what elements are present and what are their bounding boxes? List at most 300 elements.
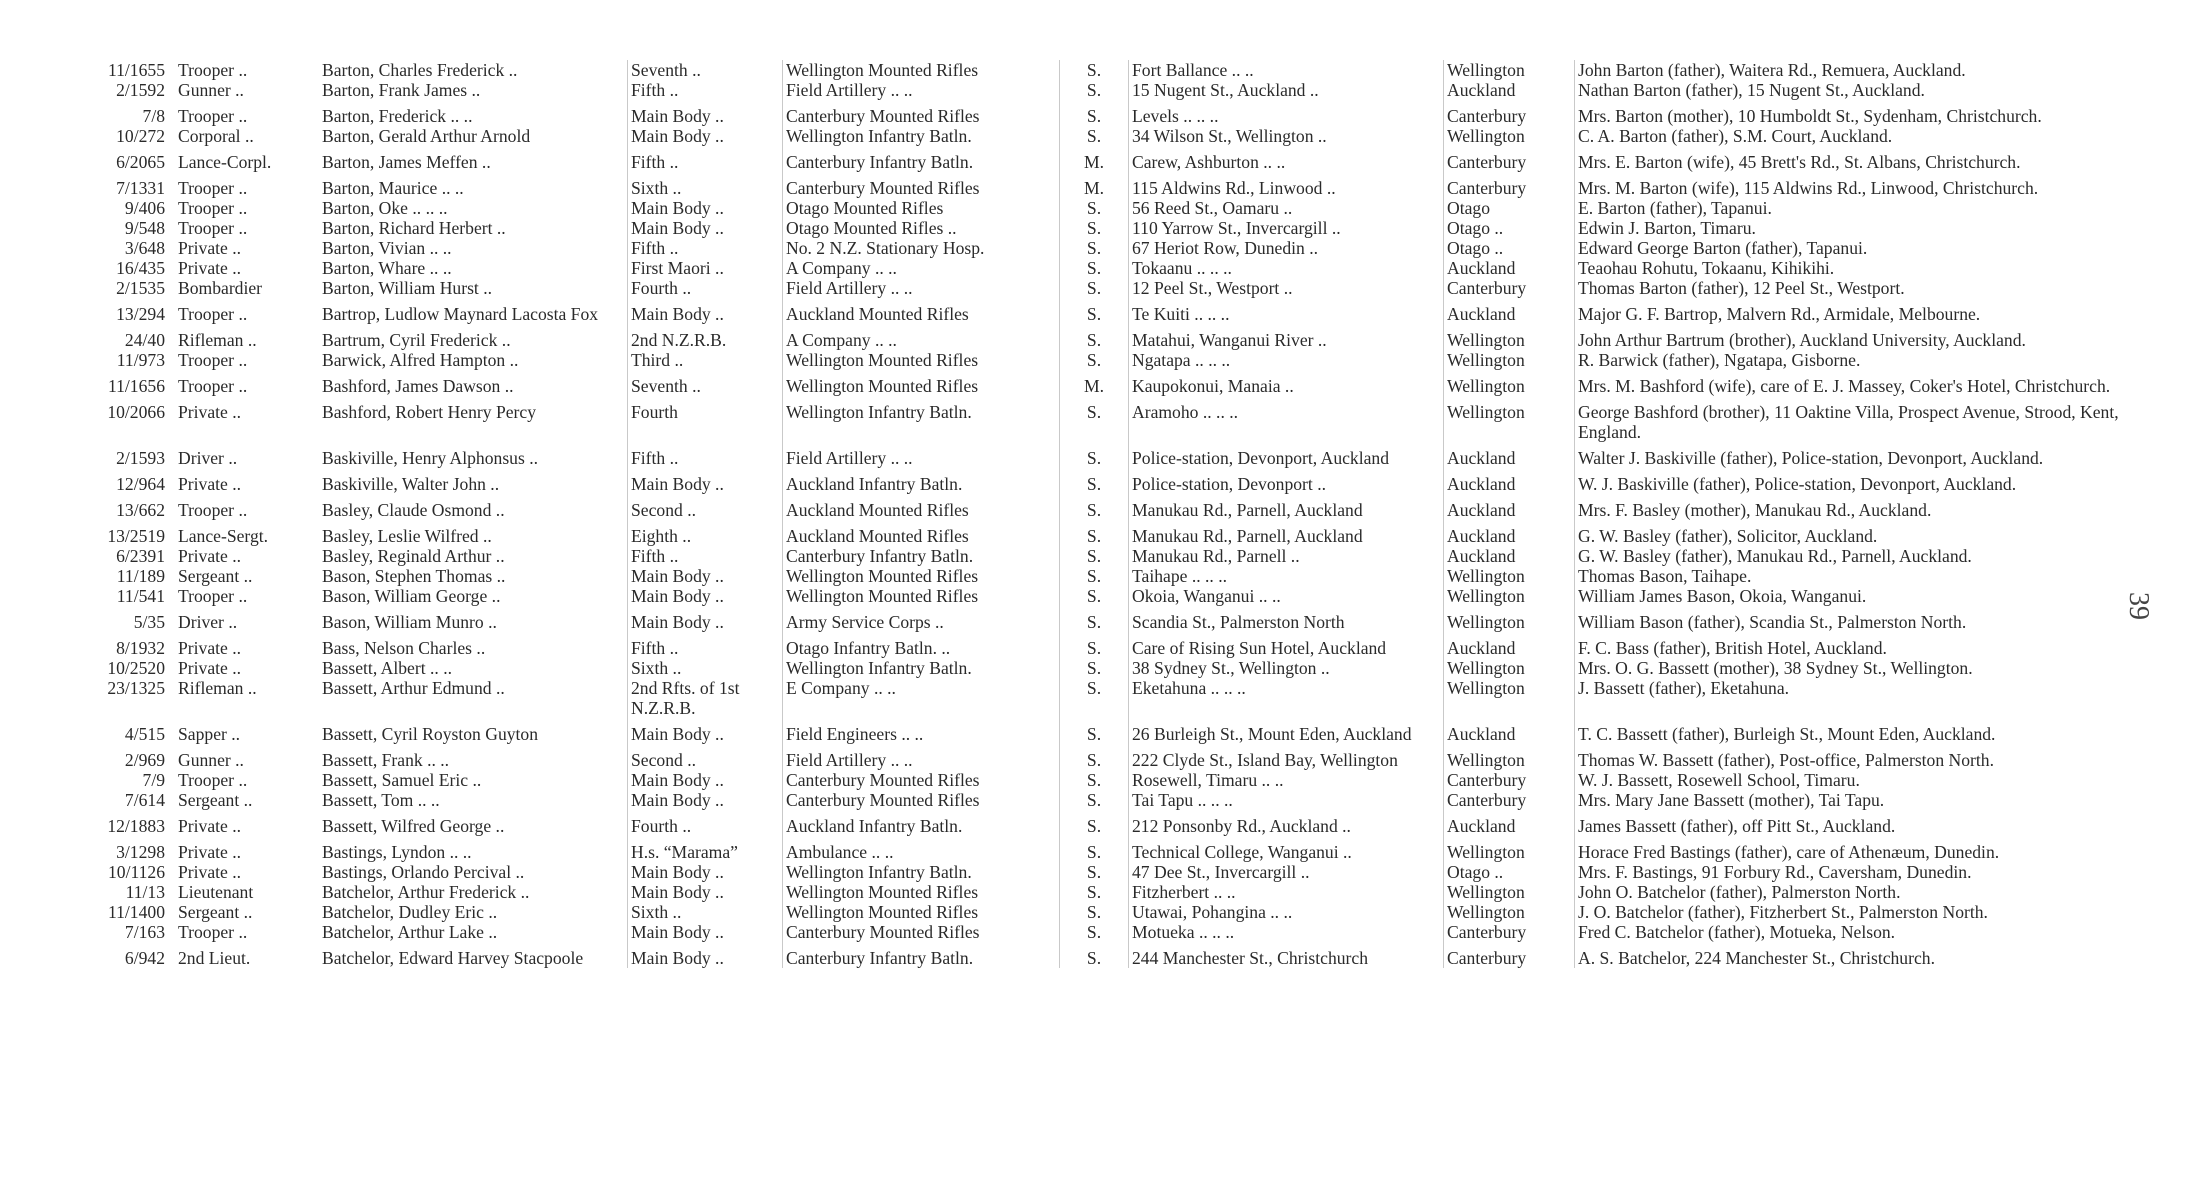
corps-unit: Canterbury Infantry Batln. <box>783 146 1060 172</box>
service-number: 6/2391 <box>116 546 165 566</box>
corps-unit: Canterbury Mounted Rifles <box>783 100 1060 126</box>
roll-row <box>60 862 2133 882</box>
draft: Main Body .. <box>628 862 783 882</box>
soldier-name: Bassett, Frank .. .. <box>322 750 450 770</box>
marital-status: S. <box>1060 718 1129 744</box>
draft: Fifth .. <box>628 632 783 658</box>
service-number: 6/2065 <box>116 152 165 172</box>
draft: Main Body .. <box>628 718 783 744</box>
corps-unit: Wellington Mounted Rifles <box>783 350 1060 370</box>
district: Otago .. <box>1444 238 1575 258</box>
corps-unit: Wellington Mounted Rifles <box>783 370 1060 396</box>
corps-unit: Field Artillery .. .. <box>783 442 1060 468</box>
district: Canterbury <box>1444 100 1575 126</box>
roll-row <box>60 902 2133 922</box>
soldier-name: Barton, Frederick .. .. <box>322 106 473 126</box>
draft: Fifth .. <box>628 80 783 100</box>
marital-status: S. <box>1060 278 1129 298</box>
marital-status: S. <box>1060 606 1129 632</box>
draft: Main Body .. <box>628 298 783 324</box>
next-of-kin: E. Barton (father), Tapanui. <box>1575 198 2134 218</box>
roll-row <box>60 566 2133 586</box>
roll-row <box>60 520 2133 546</box>
nominal-roll-table <box>60 60 2133 968</box>
rank: Trooper .. <box>178 178 248 198</box>
corps-unit: Army Service Corps .. <box>783 606 1060 632</box>
roll-row <box>60 744 2133 770</box>
district: Canterbury <box>1444 278 1575 298</box>
district: Canterbury <box>1444 770 1575 790</box>
rank: Sergeant .. <box>178 566 253 586</box>
next-of-kin: Teaohau Rohutu, Tokaanu, Kihikihi. <box>1575 258 2134 278</box>
last-address: Aramoho .. .. .. <box>1129 396 1444 442</box>
district: Wellington <box>1444 396 1575 442</box>
rank: Private .. <box>178 546 242 566</box>
rank: Lance-Corpl. <box>178 152 272 172</box>
service-number: 2/969 <box>124 750 165 770</box>
rank: Private .. <box>178 658 242 678</box>
roll-row <box>60 278 2133 298</box>
service-number: 3/648 <box>124 238 165 258</box>
next-of-kin: John Barton (father), Waitera Rd., Remuera, Auckland. <box>1575 60 2134 80</box>
roll-row <box>60 836 2133 862</box>
district: Auckland <box>1444 632 1575 658</box>
rank: Private .. <box>178 258 242 278</box>
soldier-name: Barton, Frank James .. <box>322 80 481 100</box>
roll-row <box>60 942 2133 968</box>
roll-row <box>60 146 2133 172</box>
marital-status: S. <box>1060 882 1129 902</box>
soldier-name: Baskiville, Walter John .. <box>322 474 500 494</box>
marital-status: S. <box>1060 258 1129 278</box>
service-number: 6/942 <box>124 948 165 968</box>
rank: Trooper .. <box>178 376 248 396</box>
rank: Trooper .. <box>178 922 248 942</box>
last-address: Rosewell, Timaru .. .. <box>1129 770 1444 790</box>
next-of-kin: W. J. Baskiville (father), Police-station, Devonport, Auckland. <box>1575 468 2134 494</box>
draft: Fifth .. <box>628 546 783 566</box>
next-of-kin: W. J. Bassett, Rosewell School, Timaru. <box>1575 770 2134 790</box>
district: Wellington <box>1444 744 1575 770</box>
soldier-name: Bartrum, Cyril Frederick .. <box>322 330 511 350</box>
service-number: 2/1593 <box>116 448 165 468</box>
next-of-kin: James Bassett (father), off Pitt St., Auckland. <box>1575 810 2134 836</box>
corps-unit: Auckland Infantry Batln. <box>783 810 1060 836</box>
corps-unit: Wellington Infantry Batln. <box>783 126 1060 146</box>
marital-status: S. <box>1060 632 1129 658</box>
soldier-name: Bason, Stephen Thomas .. <box>322 566 506 586</box>
soldier-name: Bashford, Robert Henry Percy <box>322 402 537 422</box>
draft: 2nd Rfts. of 1st N.Z.R.B. <box>628 678 783 718</box>
corps-unit: Wellington Infantry Batln. <box>783 396 1060 442</box>
last-address: Matahui, Wanganui River .. <box>1129 324 1444 350</box>
rank: Trooper .. <box>178 350 248 370</box>
roll-row <box>60 546 2133 566</box>
draft: Main Body .. <box>628 468 783 494</box>
service-number: 24/40 <box>124 330 165 350</box>
soldier-name: Bassett, Samuel Eric .. <box>322 770 482 790</box>
last-address: Scandia St., Palmerston North <box>1129 606 1444 632</box>
roll-row <box>60 218 2133 238</box>
corps-unit: E Company .. .. <box>783 678 1060 718</box>
marital-status: S. <box>1060 770 1129 790</box>
service-number: 2/1535 <box>116 278 165 298</box>
soldier-name: Batchelor, Arthur Frederick .. <box>322 882 530 902</box>
service-number: 10/2520 <box>107 658 165 678</box>
draft: Main Body .. <box>628 126 783 146</box>
draft: 2nd N.Z.R.B. <box>628 324 783 350</box>
draft: Sixth .. <box>628 658 783 678</box>
last-address: Taihape .. .. .. <box>1129 566 1444 586</box>
last-address: 56 Reed St., Oamaru .. <box>1129 198 1444 218</box>
soldier-name: Barwick, Alfred Hampton .. <box>322 350 519 370</box>
service-number: 8/1932 <box>116 638 165 658</box>
next-of-kin: Mrs. E. Barton (wife), 45 Brett's Rd., St. Albans, Christchurch. <box>1575 146 2134 172</box>
district: Otago <box>1444 198 1575 218</box>
next-of-kin: G. W. Basley (father), Solicitor, Auckland. <box>1575 520 2134 546</box>
soldier-name: Barton, Whare .. .. <box>322 258 452 278</box>
corps-unit: A Company .. .. <box>783 324 1060 350</box>
rank: Gunner .. <box>178 80 244 100</box>
service-number: 11/1655 <box>107 60 165 80</box>
last-address: Police-station, Devonport .. <box>1129 468 1444 494</box>
draft: Seventh .. <box>628 370 783 396</box>
next-of-kin: Mrs. M. Barton (wife), 115 Aldwins Rd., Linwood, Christchurch. <box>1575 172 2134 198</box>
soldier-name: Bastings, Lyndon .. .. <box>322 842 472 862</box>
roll-row <box>60 882 2133 902</box>
draft: Main Body .. <box>628 882 783 902</box>
district: Wellington <box>1444 566 1575 586</box>
next-of-kin: John O. Batchelor (father), Palmerston North. <box>1575 882 2134 902</box>
service-number: 11/541 <box>116 586 165 606</box>
district: Wellington <box>1444 836 1575 862</box>
marital-status: S. <box>1060 658 1129 678</box>
marital-status: S. <box>1060 836 1129 862</box>
roll-row <box>60 172 2133 198</box>
next-of-kin: Edward George Barton (father), Tapanui. <box>1575 238 2134 258</box>
corps-unit: Auckland Mounted Rifles <box>783 520 1060 546</box>
service-number: 9/406 <box>124 198 165 218</box>
rank: Private .. <box>178 402 242 422</box>
soldier-name: Basley, Claude Osmond .. <box>322 500 505 520</box>
service-number: 3/1298 <box>116 842 165 862</box>
district: Wellington <box>1444 882 1575 902</box>
draft: Main Body .. <box>628 606 783 632</box>
last-address: 222 Clyde St., Island Bay, Wellington <box>1129 744 1444 770</box>
marital-status: S. <box>1060 586 1129 606</box>
rank: Private .. <box>178 816 242 836</box>
next-of-kin: C. A. Barton (father), S.M. Court, Auckland. <box>1575 126 2134 146</box>
marital-status: S. <box>1060 100 1129 126</box>
marital-status: S. <box>1060 60 1129 80</box>
rank: Trooper .. <box>178 586 248 606</box>
roll-row <box>60 298 2133 324</box>
draft: Fourth .. <box>628 278 783 298</box>
rank: Trooper .. <box>178 218 248 238</box>
last-address: Levels .. .. .. <box>1129 100 1444 126</box>
soldier-name: Barton, Maurice .. .. <box>322 178 464 198</box>
rank: Driver .. <box>178 448 238 468</box>
roll-row <box>60 658 2133 678</box>
district: Auckland <box>1444 442 1575 468</box>
next-of-kin: Mrs. F. Bastings, 91 Forbury Rd., Caversham, Dunedin. <box>1575 862 2134 882</box>
roll-row <box>60 494 2133 520</box>
last-address: 244 Manchester St., Christchurch <box>1129 942 1444 968</box>
soldier-name: Basley, Reginald Arthur .. <box>322 546 505 566</box>
service-number: 11/189 <box>116 566 165 586</box>
next-of-kin: Mrs. M. Bashford (wife), care of E. J. Massey, Coker's Hotel, Christchurch. <box>1575 370 2134 396</box>
corps-unit: Field Engineers .. .. <box>783 718 1060 744</box>
marital-status: S. <box>1060 298 1129 324</box>
district: Auckland <box>1444 520 1575 546</box>
roll-row <box>60 790 2133 810</box>
next-of-kin: Horace Fred Bastings (father), care of Athenæum, Dunedin. <box>1575 836 2134 862</box>
corps-unit: Field Artillery .. .. <box>783 80 1060 100</box>
draft: H.s. “Marama” <box>628 836 783 862</box>
roll-row <box>60 238 2133 258</box>
marital-status: S. <box>1060 324 1129 350</box>
roll-row <box>60 80 2133 100</box>
soldier-name: Batchelor, Dudley Eric .. <box>322 902 498 922</box>
corps-unit: Wellington Mounted Rifles <box>783 586 1060 606</box>
next-of-kin: Nathan Barton (father), 15 Nugent St., Auckland. <box>1575 80 2134 100</box>
marital-status: S. <box>1060 126 1129 146</box>
draft: Sixth .. <box>628 902 783 922</box>
district: Wellington <box>1444 606 1575 632</box>
district: Otago .. <box>1444 862 1575 882</box>
rank: Trooper .. <box>178 304 248 324</box>
next-of-kin: William James Bason, Okoia, Wanganui. <box>1575 586 2134 606</box>
next-of-kin: T. C. Bassett (father), Burleigh St., Mount Eden, Auckland. <box>1575 718 2134 744</box>
service-number: 10/1126 <box>107 862 165 882</box>
draft: Main Body .. <box>628 566 783 586</box>
roll-row <box>60 468 2133 494</box>
rank: Trooper .. <box>178 198 248 218</box>
roll-row <box>60 442 2133 468</box>
service-number: 7/8 <box>142 106 165 126</box>
last-address: Manukau Rd., Parnell .. <box>1129 546 1444 566</box>
last-address: Utawai, Pohangina .. .. <box>1129 902 1444 922</box>
service-number: 4/515 <box>124 724 165 744</box>
draft: Second .. <box>628 494 783 520</box>
soldier-name: Bastings, Orlando Percival .. <box>322 862 525 882</box>
marital-status: S. <box>1060 790 1129 810</box>
service-number: 5/35 <box>133 612 165 632</box>
draft: Fourth .. <box>628 810 783 836</box>
service-number: 23/1325 <box>107 678 165 698</box>
next-of-kin: George Bashford (brother), 11 Oaktine Villa, Prospect Avenue, Strood, Kent, England. <box>1575 396 2134 442</box>
last-address: Eketahuna .. .. .. <box>1129 678 1444 718</box>
next-of-kin: Mrs. Barton (mother), 10 Humboldt St., Sydenham, Christchurch. <box>1575 100 2134 126</box>
draft: Fifth .. <box>628 442 783 468</box>
next-of-kin: Mrs. Mary Jane Bassett (mother), Tai Tapu. <box>1575 790 2134 810</box>
marital-status: S. <box>1060 902 1129 922</box>
last-address: Care of Rising Sun Hotel, Auckland <box>1129 632 1444 658</box>
corps-unit: Canterbury Mounted Rifles <box>783 922 1060 942</box>
corps-unit: Auckland Mounted Rifles <box>783 494 1060 520</box>
draft: Main Body .. <box>628 198 783 218</box>
draft: Fifth .. <box>628 146 783 172</box>
soldier-name: Bassett, Tom .. .. <box>322 790 440 810</box>
district: Auckland <box>1444 80 1575 100</box>
district: Auckland <box>1444 546 1575 566</box>
roll-row <box>60 370 2133 396</box>
roll-row <box>60 324 2133 350</box>
corps-unit: A Company .. .. <box>783 258 1060 278</box>
service-number: 12/964 <box>116 474 165 494</box>
corps-unit: Canterbury Mounted Rifles <box>783 770 1060 790</box>
marital-status: S. <box>1060 468 1129 494</box>
corps-unit: Wellington Infantry Batln. <box>783 862 1060 882</box>
district: Wellington <box>1444 126 1575 146</box>
draft: Main Body .. <box>628 100 783 126</box>
roll-row <box>60 396 2133 442</box>
service-number: 11/1400 <box>107 902 165 922</box>
rank: 2nd Lieut. <box>178 948 251 968</box>
marital-status: M. <box>1060 172 1129 198</box>
draft: Sixth .. <box>628 172 783 198</box>
roll-row <box>60 258 2133 278</box>
next-of-kin: Edwin J. Barton, Timaru. <box>1575 218 2134 238</box>
roll-row <box>60 126 2133 146</box>
service-number: 13/294 <box>116 304 165 324</box>
corps-unit: Wellington Infantry Batln. <box>783 658 1060 678</box>
next-of-kin: Walter J. Baskiville (father), Police-station, Devonport, Auckland. <box>1575 442 2134 468</box>
next-of-kin: F. C. Bass (father), British Hotel, Auckland. <box>1575 632 2134 658</box>
district: Auckland <box>1444 258 1575 278</box>
draft: Main Body .. <box>628 218 783 238</box>
corps-unit: Canterbury Mounted Rifles <box>783 172 1060 198</box>
district: Canterbury <box>1444 942 1575 968</box>
service-number: 13/662 <box>116 500 165 520</box>
last-address: Tokaanu .. .. .. <box>1129 258 1444 278</box>
next-of-kin: Fred C. Batchelor (father), Motueka, Nelson. <box>1575 922 2134 942</box>
next-of-kin: William Bason (father), Scandia St., Palmerston North. <box>1575 606 2134 632</box>
next-of-kin: Thomas W. Bassett (father), Post-office, Palmerston North. <box>1575 744 2134 770</box>
marital-status: S. <box>1060 546 1129 566</box>
district: Wellington <box>1444 350 1575 370</box>
last-address: 212 Ponsonby Rd., Auckland .. <box>1129 810 1444 836</box>
draft: Seventh .. <box>628 60 783 80</box>
roll-row <box>60 678 2133 718</box>
marital-status: S. <box>1060 566 1129 586</box>
marital-status: S. <box>1060 922 1129 942</box>
last-address: 38 Sydney St., Wellington .. <box>1129 658 1444 678</box>
corps-unit: No. 2 N.Z. Stationary Hosp. <box>783 238 1060 258</box>
service-number: 7/163 <box>124 922 165 942</box>
corps-unit: Wellington Mounted Rifles <box>783 566 1060 586</box>
marital-status: S. <box>1060 442 1129 468</box>
soldier-name: Bassett, Arthur Edmund .. <box>322 678 505 698</box>
district: Auckland <box>1444 494 1575 520</box>
rank: Trooper .. <box>178 60 248 80</box>
corps-unit: Otago Infantry Batln. .. <box>783 632 1060 658</box>
corps-unit: Canterbury Infantry Batln. <box>783 546 1060 566</box>
service-number: 7/9 <box>142 770 165 790</box>
service-number: 11/1656 <box>107 376 165 396</box>
rank: Lieutenant <box>178 882 254 902</box>
last-address: 110 Yarrow St., Invercargill .. <box>1129 218 1444 238</box>
district: Canterbury <box>1444 146 1575 172</box>
service-number: 2/1592 <box>116 80 165 100</box>
next-of-kin: Mrs. F. Basley (mother), Manukau Rd., Auckland. <box>1575 494 2134 520</box>
rank: Trooper .. <box>178 770 248 790</box>
rank: Private .. <box>178 474 242 494</box>
marital-status: S. <box>1060 218 1129 238</box>
last-address: 15 Nugent St., Auckland .. <box>1129 80 1444 100</box>
roll-row <box>60 100 2133 126</box>
service-number: 9/548 <box>124 218 165 238</box>
draft: Second .. <box>628 744 783 770</box>
marital-status: S. <box>1060 678 1129 718</box>
marital-status: S. <box>1060 942 1129 968</box>
draft: Main Body .. <box>628 922 783 942</box>
draft: Main Body .. <box>628 586 783 606</box>
last-address: 12 Peel St., Westport .. <box>1129 278 1444 298</box>
marital-status: S. <box>1060 238 1129 258</box>
rank: Trooper .. <box>178 106 248 126</box>
last-address: Fort Ballance .. .. <box>1129 60 1444 80</box>
corps-unit: Ambulance .. .. <box>783 836 1060 862</box>
rank: Corporal .. <box>178 126 254 146</box>
marital-status: S. <box>1060 396 1129 442</box>
last-address: Kaupokonui, Manaia .. <box>1129 370 1444 396</box>
corps-unit: Canterbury Mounted Rifles <box>783 790 1060 810</box>
soldier-name: Basley, Leslie Wilfred .. <box>322 526 492 546</box>
last-address: Ngatapa .. .. .. <box>1129 350 1444 370</box>
next-of-kin: R. Barwick (father), Ngatapa, Gisborne. <box>1575 350 2134 370</box>
service-number: 11/973 <box>116 350 165 370</box>
service-number: 16/435 <box>116 258 165 278</box>
draft: Third .. <box>628 350 783 370</box>
marital-status: M. <box>1060 146 1129 172</box>
service-number: 12/1883 <box>107 816 165 836</box>
last-address: 26 Burleigh St., Mount Eden, Auckland <box>1129 718 1444 744</box>
roll-row <box>60 350 2133 370</box>
soldier-name: Bassett, Cyril Royston Guyton <box>322 724 539 744</box>
soldier-name: Barton, Oke .. .. .. <box>322 198 448 218</box>
corps-unit: Wellington Mounted Rifles <box>783 882 1060 902</box>
last-address: Technical College, Wanganui .. <box>1129 836 1444 862</box>
last-address: Te Kuiti .. .. .. <box>1129 298 1444 324</box>
marital-status: S. <box>1060 350 1129 370</box>
marital-status: S. <box>1060 744 1129 770</box>
rank: Lance-Sergt. <box>178 526 269 546</box>
next-of-kin: John Arthur Bartrum (brother), Auckland University, Auckland. <box>1575 324 2134 350</box>
rank: Rifleman .. <box>178 678 257 698</box>
next-of-kin: J. O. Batchelor (father), Fitzherbert St., Palmerston North. <box>1575 902 2134 922</box>
draft: Main Body .. <box>628 790 783 810</box>
rank: Private .. <box>178 842 242 862</box>
corps-unit: Wellington Mounted Rifles <box>783 60 1060 80</box>
district: Auckland <box>1444 468 1575 494</box>
district: Wellington <box>1444 902 1575 922</box>
district: Auckland <box>1444 718 1575 744</box>
soldier-name: Barton, Vivian .. .. <box>322 238 452 258</box>
rank: Private .. <box>178 638 242 658</box>
district: Auckland <box>1444 810 1575 836</box>
rank: Rifleman .. <box>178 330 257 350</box>
rank: Private .. <box>178 238 242 258</box>
service-number: 13/2519 <box>107 526 165 546</box>
rank: Bombardier <box>178 278 263 298</box>
next-of-kin: A. S. Batchelor, 224 Manchester St., Christchurch. <box>1575 942 2134 968</box>
last-address: 67 Heriot Row, Dunedin .. <box>1129 238 1444 258</box>
next-of-kin: Thomas Bason, Taihape. <box>1575 566 2134 586</box>
roll-row <box>60 810 2133 836</box>
last-address: Okoia, Wanganui .. .. <box>1129 586 1444 606</box>
last-address: Motueka .. .. .. <box>1129 922 1444 942</box>
